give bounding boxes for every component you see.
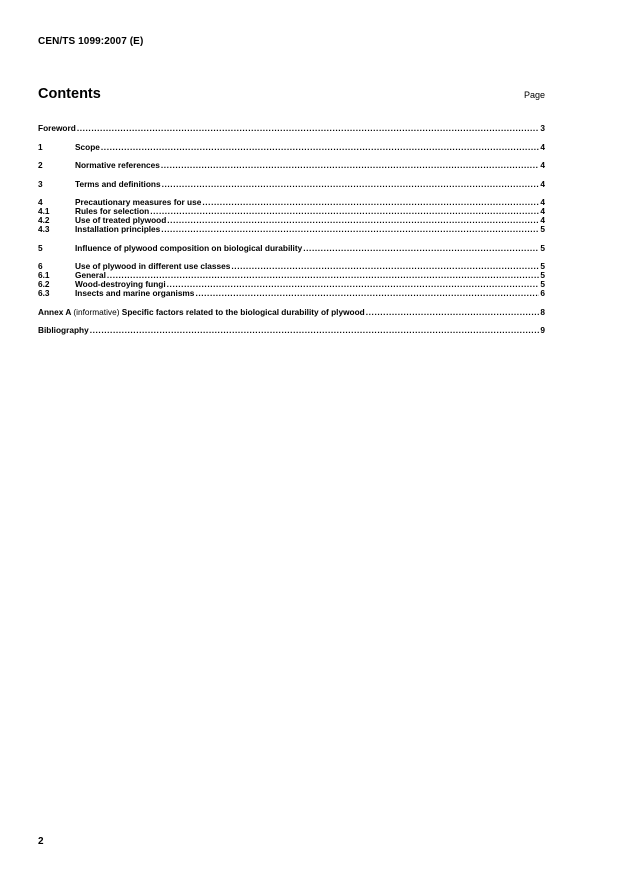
toc-entry-page: 4: [540, 215, 545, 225]
toc-entry-page: 9: [540, 325, 545, 335]
document-identifier: CEN/TS 1099:2007 (E): [38, 36, 144, 47]
annex-title: Specific factors related to the biological durability of plywood: [121, 306, 365, 317]
page-column-label: Page: [523, 90, 545, 100]
toc-entry-number: 4.3: [38, 224, 50, 234]
toc-entry-number: 1: [38, 141, 43, 152]
toc-entry-title: Wood-destroying fungi: [75, 279, 166, 289]
toc-entry-title: Use of treated plywood: [75, 215, 167, 225]
toc-entry-page: 8: [540, 306, 545, 317]
toc-entry-number: 6: [38, 261, 43, 271]
toc-entry-title: Influence of plywood composition on biological durability: [75, 242, 303, 253]
toc-entry-title: Terms and definitions: [75, 178, 161, 189]
toc-entry-insects-and-marine-organisms[interactable]: [38, 289, 545, 298]
toc-entry-title: Rules for selection: [75, 206, 150, 216]
page-number: 2: [38, 836, 44, 847]
toc-entry-title: Use of plywood in different use classes: [75, 261, 231, 271]
toc-entry-number: 2: [38, 160, 43, 170]
dot-leader: [231, 262, 539, 271]
toc-entry-number: 3: [38, 178, 43, 189]
toc-entry-influence-of-composition[interactable]: [38, 244, 545, 253]
toc-entry-title: Normative references: [75, 160, 160, 170]
toc-entry-number: 6.1: [38, 270, 50, 280]
dot-leader: [195, 289, 539, 298]
dot-leader: [90, 326, 540, 335]
toc-entry-page: 4: [540, 197, 545, 207]
annex-informative-note: (informative): [73, 306, 120, 317]
toc-entry-bibliography[interactable]: [38, 326, 545, 335]
dot-leader: [161, 225, 539, 234]
toc-entry-number: 4.2: [38, 215, 50, 225]
toc-entry-title: [38, 308, 365, 317]
toc-entry-page: 4: [540, 178, 545, 189]
toc-entry-title: Scope: [75, 141, 100, 152]
toc-entry-page: 5: [540, 279, 545, 289]
toc-entry-foreword[interactable]: [38, 124, 545, 133]
toc-entry-number: 6.2: [38, 279, 50, 289]
dot-leader: [167, 216, 539, 225]
dot-leader: [366, 308, 540, 317]
toc-entry-page: 5: [540, 270, 545, 280]
toc-entry-title: Insects and marine organisms: [75, 288, 195, 298]
dot-leader: [202, 198, 539, 207]
dot-leader: [150, 207, 539, 216]
dot-leader: [161, 161, 540, 170]
toc-entry-page: 6: [540, 288, 545, 298]
toc-entry-page: 4: [540, 141, 545, 152]
toc-entry-title: General: [75, 270, 106, 280]
toc-entry-number: 5: [38, 242, 43, 253]
contents-heading: Contents: [38, 86, 101, 102]
dot-leader: [162, 180, 540, 189]
dot-leader: [107, 271, 539, 280]
toc-entry-page: 5: [540, 261, 545, 271]
table-of-contents: [38, 124, 545, 335]
dot-leader: [303, 244, 539, 253]
toc-entry-use-classes[interactable]: [38, 262, 545, 271]
toc-entry-installation-principles[interactable]: [38, 225, 545, 234]
annex-label: Annex A: [38, 306, 72, 317]
toc-entry-page: 4: [540, 160, 545, 170]
toc-entry-title: Foreword: [38, 123, 76, 133]
dot-leader: [77, 124, 540, 133]
dot-leader: [167, 280, 540, 289]
toc-entry-annex-a[interactable]: [38, 308, 545, 317]
toc-entry-normative-references[interactable]: [38, 161, 545, 170]
toc-entry-title: Installation principles: [75, 224, 161, 234]
toc-entry-terms-and-definitions[interactable]: [38, 180, 545, 189]
toc-entry-scope[interactable]: [38, 143, 545, 152]
toc-entry-number: 4.1: [38, 206, 50, 216]
toc-entry-page: 5: [540, 224, 545, 234]
toc-entry-number: 6.3: [38, 288, 50, 298]
toc-entry-page: 3: [540, 123, 545, 133]
toc-entry-title: Bibliography: [38, 325, 89, 335]
toc-entry-title: Precautionary measures for use: [75, 197, 202, 207]
dot-leader: [101, 143, 539, 152]
toc-entry-page: 4: [540, 206, 545, 216]
toc-entry-number: 4: [38, 197, 43, 207]
toc-entry-page: 5: [540, 242, 545, 253]
